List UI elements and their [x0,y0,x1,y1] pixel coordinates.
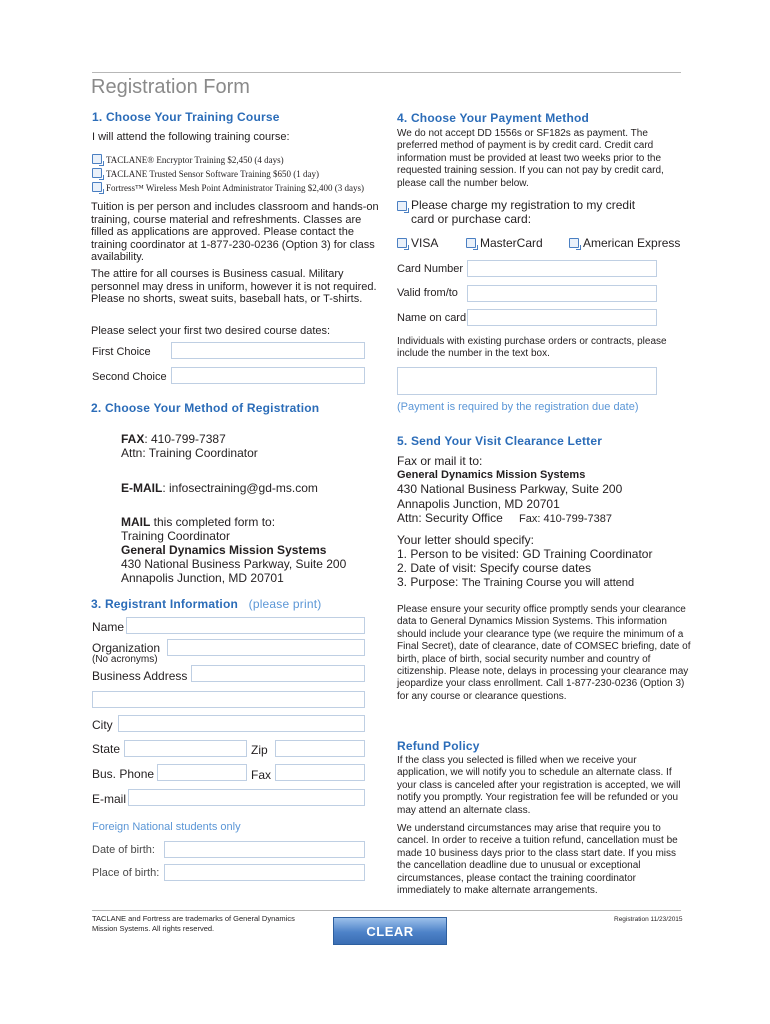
registration-date: Registration 11/23/2015 [614,916,683,923]
fax-input[interactable] [275,764,365,781]
letter-spec-2: 2. Date of visit: Specify course dates [397,561,592,575]
section1-intro: I will attend the following training course: [92,131,290,143]
letter-spec-3-label: 3. Purpose: [397,575,462,589]
name-input[interactable] [126,617,365,634]
valid-from-to-input[interactable] [467,285,657,302]
clearance-address-1: 430 National Business Parkway, Suite 200 [397,482,623,496]
section5-heading: 5. Send Your Visit Clearance Letter [397,434,603,448]
mail-line-4: Annapolis Junction, MD 20701 [121,571,284,585]
refund-paragraph-2: We understand circumstances may arise that require you to cancel. In order to receive a tuition refund, cancellation must be made 10 business days prior to the class start date. If you miss the cancellation deadline due to unusual or exceptional circumstances, please contact the training coordinator immediately to make alternate arrangements. [397,823,678,897]
payment-intro: We do not accept DD 1556s or SF182s as payment. The preferred method of payment is by credit card. Credit card information must be provided at least two weeks prior to the requested training session. If you can not pay by credit card, please call the number below. [397,128,664,189]
name-on-card-label: Name on card [397,312,467,324]
letter-spec-3-value: The Training Course you will attend [461,577,635,589]
card-number-label: Card Number [397,263,464,275]
mail-line [121,515,275,530]
clearance-attn: Attn: Security Office [397,511,503,525]
organization-label: Organization [92,641,161,655]
section3-title: 3. Registrant Information [91,597,239,611]
clearance-fax: Fax: 410-799-7387 [519,513,612,525]
fax-number: : 410-799-7387 [144,432,226,446]
clearance-intro: Fax or mail it to: [397,454,483,468]
business-phone-label: Bus. Phone [92,767,155,781]
top-rule [92,72,681,73]
charge-line-1: Please charge my registration to my credit [411,198,636,212]
refund-heading: Refund Policy [397,739,480,753]
date-of-birth-label: Date of birth: [92,844,155,856]
course-checkbox-1[interactable] [92,154,102,164]
fax-field-label: Fax [251,768,272,782]
footer-rule [92,910,681,911]
course-option-1: TACLANE® Encryptor Training $2,450 (4 days) [106,155,284,165]
payment-note: (Payment is required by the registration due date) [397,401,639,413]
fax-line [121,432,226,447]
mail-label: MAIL [121,515,151,529]
zip-label: Zip [251,743,268,757]
email-line [121,481,318,496]
visa-label: VISA [411,236,439,250]
business-address-input-2[interactable] [92,691,365,708]
name-label: Name [92,620,125,634]
purchase-order-text: Individuals with existing purchase orders or contracts, please include the number in the text box. [397,336,667,360]
email-label: E-MAIL [121,481,163,495]
section1-heading: 1. Choose Your Training Course [92,110,280,124]
amex-label: American Express [583,236,681,250]
purchase-order-input[interactable] [397,367,657,395]
trademark-text: TACLANE and Fortress are trademarks of General Dynamics Mission Systems. All rights reserved. [92,914,295,933]
refund-paragraph-1: If the class you selected is filled when we receive your application, we will notify you to schedule an alternate class. If your class is canceled after your registration is accepted, we will notify you promptly. Your registration fee will be refunded or you may attend an alternate class. [397,755,681,816]
business-phone-input[interactable] [157,764,247,781]
city-label: City [92,718,113,732]
security-text: Please ensure your security office promptly sends your clearance data to General Dynamics Mission Systems. This information should include your clearance type (we require the minimum of a Final Secret), date of clearance, date of COMSEC briefing, date of birth, place of birth, social security number and country of citizenship. Please note, delays in processing your clearance may jeopardize your class enrollment. Call 1-877-230-0236 (Option 3) for any course or clearance questions. [397,604,691,702]
dates-prompt: Please select your first two desired course dates: [91,325,331,337]
email-field-label: E-mail [92,792,127,806]
letter-heading: Your letter should specify: [397,533,534,547]
name-on-card-input[interactable] [467,309,657,326]
mail-line-3: 430 National Business Parkway, Suite 200 [121,557,347,571]
course-option-2: TACLANE Trusted Sensor Software Training $650 (1 day) [106,169,320,179]
business-address-input[interactable] [191,665,365,682]
attire-text: The attire for all courses is Business casual. Military personnel may dress in uniform, however it is not required. Please no shorts, sweat suits, baseball hats, or T-shirts. [91,268,377,306]
letter-spec-3 [397,575,634,591]
charge-line-2: card or purchase card: [411,212,532,226]
email-value: : infosectraining@gd-ms.com [162,481,318,495]
second-choice-label: Second Choice [92,371,167,383]
mail-line-2: General Dynamics Mission Systems [121,543,327,557]
first-choice-label: First Choice [92,346,151,358]
mastercard-label: MasterCard [480,236,543,250]
state-input[interactable] [124,740,247,757]
card-number-input[interactable] [467,260,657,277]
fax-attn: Attn: Training Coordinator [121,446,258,460]
city-input[interactable] [118,715,365,732]
mail-line-1: Training Coordinator [121,529,230,543]
section3-heading [91,597,321,611]
section2-heading: 2. Choose Your Method of Registration [91,401,320,415]
course-checkbox-3[interactable] [92,182,102,192]
section3-subtitle: (please print) [248,597,322,611]
state-label: State [92,742,121,756]
visa-checkbox[interactable] [397,238,407,248]
letter-spec-1: 1. Person to be visited: GD Training Coordinator [397,547,653,561]
organization-input[interactable] [167,639,365,656]
zip-input[interactable] [275,740,365,757]
date-of-birth-input[interactable] [164,841,365,858]
form-title: Registration Form [91,76,250,98]
place-of-birth-label: Place of birth: [92,867,160,879]
valid-from-to-label: Valid from/to [397,287,458,299]
organization-note: (No acronyms) [92,654,158,665]
business-address-label: Business Address [92,669,188,683]
second-choice-input[interactable] [171,367,365,384]
mastercard-checkbox[interactable] [466,238,476,248]
first-choice-input[interactable] [171,342,365,359]
course-checkbox-2[interactable] [92,168,102,178]
clearance-company: General Dynamics Mission Systems [397,469,586,481]
place-of-birth-input[interactable] [164,864,365,881]
fax-label: FAX [121,432,145,446]
mail-text: this completed form to: [150,515,276,529]
clear-button[interactable]: CLEAR [333,917,447,945]
email-input[interactable] [128,789,365,806]
charge-card-checkbox[interactable] [397,201,407,211]
clearance-address-2: Annapolis Junction, MD 20701 [397,497,560,511]
tuition-text: Tuition is per person and includes classroom and hands-on training, course material and refreshments. Classes are filled as applications are approved. Please contact the training coordinator at 1-877-230-0236 (Option 3) for class availability. [91,201,379,264]
course-option-3: Fortress™ Wireless Mesh Point Administrator Training $2,400 (3 days) [106,183,365,193]
section4-heading: 4. Choose Your Payment Method [397,111,590,125]
amex-checkbox[interactable] [569,238,579,248]
foreign-national-heading: Foreign National students only [92,821,241,833]
